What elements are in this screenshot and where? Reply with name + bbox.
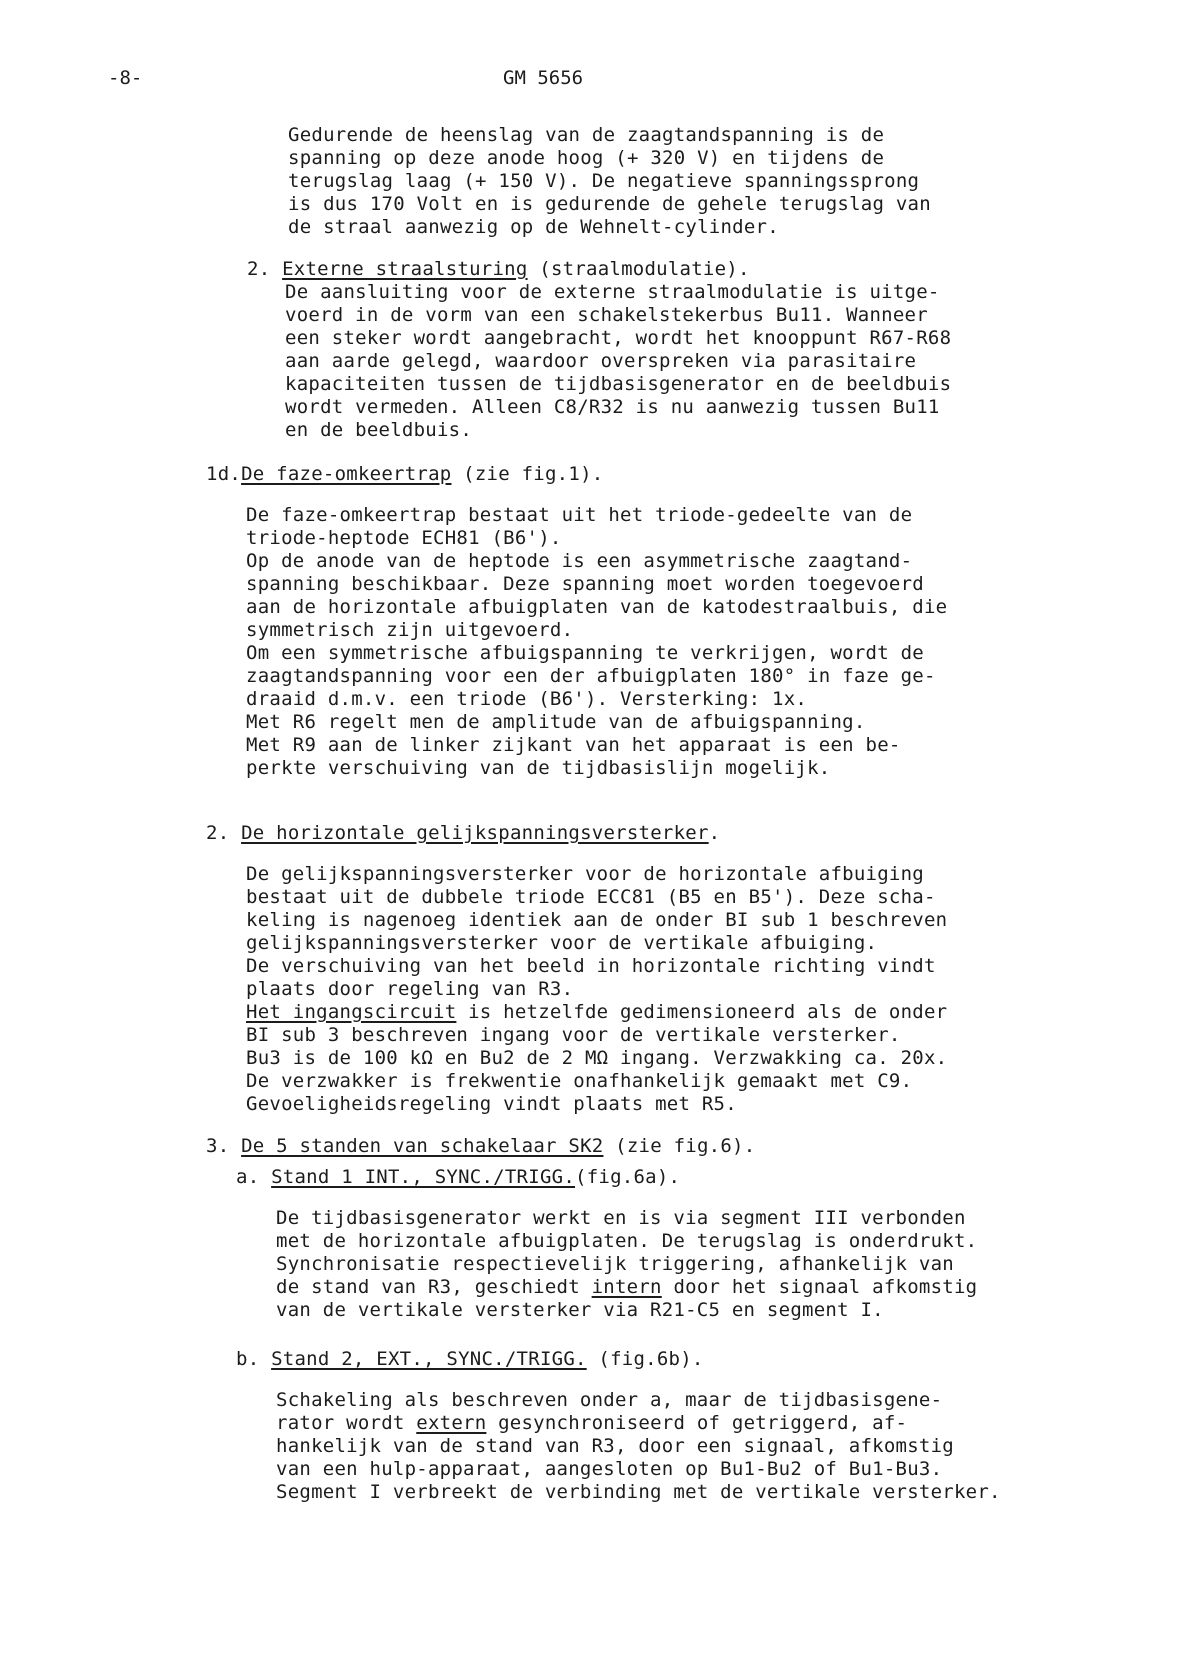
text-line: voerd in de vorm van een schakelstekerbus Bu11. Wanneer xyxy=(285,304,928,326)
subsection-label: a. xyxy=(236,1166,260,1188)
text-line: Gevoeligheidsregeling vindt plaats met R5. xyxy=(246,1093,737,1115)
text-line: zaagtandspanning voor een der afbuigplaten 180° in faze ge- xyxy=(246,665,936,687)
section-title-suffix: . xyxy=(708,822,721,844)
text-line: bestaat uit de dubbele triode ECC81 (B5 en B5'). Deze scha- xyxy=(246,886,936,908)
text-line: een steker wordt aangebracht, wordt het knooppunt R67-R68 xyxy=(285,327,952,349)
emphasis-extern: extern xyxy=(416,1412,487,1434)
subsection-title: Stand 2, EXT., SYNC./TRIGG. xyxy=(271,1348,587,1370)
subsection-title-suffix: (fig.6a). xyxy=(575,1166,681,1188)
section-number: 1d. xyxy=(206,463,242,485)
text-fragment: door het signaal afkomstig xyxy=(661,1276,978,1298)
text-line: Met R6 regelt men de amplitude van de afbuigspanning. xyxy=(246,711,866,733)
text-line: De verschuiving van het beeld in horizontale richting vindt xyxy=(246,955,936,977)
text-line: De verzwakker is frekwentie onafhankelijk gemaakt met C9. xyxy=(246,1070,913,1092)
text-line: Bu3 is de 100 kΩ en Bu2 de 2 MΩ ingang. Verzwakking ca. 20x. xyxy=(246,1047,948,1069)
text-line: De gelijkspanningsversterker voor de horizontale afbuiging xyxy=(246,863,924,885)
text-line: plaats door regeling van R3. xyxy=(246,978,574,1000)
text-line xyxy=(246,1001,947,1023)
section-number: 3. xyxy=(206,1135,230,1157)
emphasis-intern: intern xyxy=(591,1276,662,1298)
subsection-label: b. xyxy=(236,1348,260,1370)
text-line: Op de anode van de heptode is een asymmetrische zaagtand- xyxy=(246,550,913,572)
text-line: draaid d.m.v. een triode (B6'). Versterking: 1x. xyxy=(246,688,808,710)
text-line: wordt vermeden. Alleen C8/R32 is nu aanwezig tussen Bu11 xyxy=(285,396,940,418)
text-line: gelijkspanningsversterker voor de vertikale afbuiging. xyxy=(246,932,878,954)
section-number: 2. xyxy=(206,822,230,844)
section-heading xyxy=(247,258,750,280)
text-line: Synchronisatie respectievelijk triggering, afhankelijk van xyxy=(276,1253,954,1275)
text-line: van een hulp-apparaat, aangesloten op Bu1-Bu2 of Bu1-Bu3. xyxy=(276,1458,943,1480)
text-line: de straal aanwezig op de Wehnelt-cylinder. xyxy=(288,216,779,238)
subheading-ingangscircuit: Het ingangscircuit xyxy=(246,1001,457,1023)
section-title: De horizontale gelijkspanningsversterker xyxy=(241,822,709,844)
text-line xyxy=(276,1276,977,1298)
section-title-suffix: (zie fig.6). xyxy=(603,1135,756,1157)
text-fragment: gesynchroniseerd of getriggerd, af- xyxy=(486,1412,908,1434)
text-line: van de vertikale versterker via R21-C5 en segment I. xyxy=(276,1299,884,1321)
text-line: terugslag laag (+ 150 V). De negatieve spanningssprong xyxy=(288,170,920,192)
section-heading xyxy=(206,1135,755,1157)
text-line: De aansluiting voor de externe straalmodulatie is uitge- xyxy=(285,281,940,303)
text-line: spanning op deze anode hoog (+ 320 V) en tijdens de xyxy=(288,147,885,169)
page-number: -8- xyxy=(108,67,143,89)
text-line: Om een symmetrische afbuigspanning te verkrijgen, wordt de xyxy=(246,642,924,664)
document-id: GM 5656 xyxy=(503,67,584,89)
text-line: en de beeldbuis. xyxy=(285,419,473,441)
text-line: triode-heptode ECH81 (B6'). xyxy=(246,527,562,549)
text-line: Met R9 aan de linker zijkant van het apparaat is een be- xyxy=(246,734,901,756)
text-line: BI sub 3 beschreven ingang voor de vertikale versterker. xyxy=(246,1024,901,1046)
text-fragment: rator wordt xyxy=(276,1412,417,1434)
subsection-heading xyxy=(236,1166,680,1188)
text-line: aan aarde gelegd, waardoor overspreken via parasitaire xyxy=(285,350,917,372)
text-line: aan de horizontale afbuigplaten van de katodestraalbuis, die xyxy=(246,596,948,618)
text-line: Segment I verbreekt de verbinding met de vertikale versterker. xyxy=(276,1481,1001,1503)
text-line xyxy=(276,1412,907,1434)
text-line: kapaciteiten tussen de tijdbasisgenerator en de beeldbuis xyxy=(285,373,952,395)
text-line: perkte verschuiving van de tijdbasislijn mogelijk. xyxy=(246,757,831,779)
text-line: spanning beschikbaar. Deze spanning moet worden toegevoerd xyxy=(246,573,924,595)
text-line: De faze-omkeertrap bestaat uit het triode-gedeelte van de xyxy=(246,504,913,526)
section-title-suffix: (zie fig.1). xyxy=(451,463,604,485)
section-title-suffix: (straalmodulatie). xyxy=(527,258,750,280)
text-line: keling is nagenoeg identiek aan de onder BI sub 1 beschreven xyxy=(246,909,948,931)
section-heading xyxy=(206,822,720,844)
section-title: De faze-omkeertrap xyxy=(241,463,452,485)
text-line: De tijdbasisgenerator werkt en is via segment III verbonden xyxy=(276,1207,966,1229)
text-line: met de horizontale afbuigplaten. De terugslag is onderdrukt. xyxy=(276,1230,978,1252)
text-line: Gedurende de heenslag van de zaagtandspanning is de xyxy=(288,124,885,146)
section-number: 2. xyxy=(247,258,271,280)
subsection-heading xyxy=(236,1348,704,1370)
section-title: De 5 standen van schakelaar SK2 xyxy=(241,1135,604,1157)
text-line: hankelijk van de stand van R3, door een signaal, afkomstig xyxy=(276,1435,954,1457)
text-line: is dus 170 Volt en is gedurende de gehele terugslag van xyxy=(288,193,931,215)
text-fragment: is hetzelfde gedimensioneerd als de onder xyxy=(456,1001,948,1023)
text-fragment: de stand van R3, geschiedt xyxy=(276,1276,592,1298)
section-title: Externe straalsturing xyxy=(282,258,528,280)
subsection-title: Stand 1 INT., SYNC./TRIGG. xyxy=(271,1166,576,1188)
section-heading xyxy=(206,463,603,485)
text-line: symmetrisch zijn uitgevoerd. xyxy=(246,619,574,641)
subsection-title-suffix: (fig.6b). xyxy=(586,1348,704,1370)
text-line: Schakeling als beschreven onder a, maar de tijdbasisgene- xyxy=(276,1389,943,1411)
